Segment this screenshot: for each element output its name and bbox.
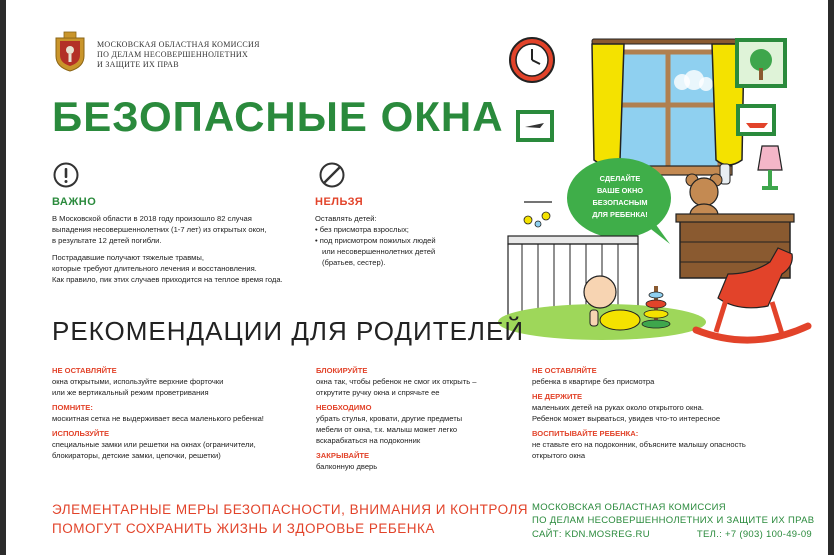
- rec-text: Ребенок может вырваться, увидев что-то интересное: [532, 414, 721, 423]
- forbidden-item: под присмотром пожилых людей: [319, 236, 436, 245]
- recommendations-col-2: [316, 365, 516, 472]
- rec-text: балконную дверь: [316, 462, 378, 471]
- forbidden-item: или несовершеннолетних детей: [322, 247, 436, 256]
- forbidden-header: НЕЛЬЗЯ: [315, 196, 364, 208]
- rec-text: окна так, чтобы ребенок не смог их открыть –: [316, 377, 477, 386]
- page-title: БЕЗОПАСНЫЕ ОКНА: [52, 93, 504, 140]
- airplane-picture-icon: [518, 112, 552, 140]
- boat-picture-icon: [738, 106, 774, 134]
- rec-text: открытого окна: [532, 451, 586, 460]
- rec-label: ВОСПИТЫВАЙТЕ РЕБЕНКА:: [532, 429, 639, 438]
- exclamation-icon: [53, 162, 79, 188]
- forbidden-item: (братьев, сестер).: [322, 258, 386, 267]
- important-text: [52, 213, 302, 285]
- slogan-line-2: ПОМОГУТ СОХРАНИТЬ ЖИЗНЬ И ЗДОРОВЬЕ РЕБЕНКА: [52, 521, 435, 536]
- rec-label: ПОМНИТЕ:: [52, 403, 93, 412]
- bubble-line: ДЛЯ РЕБЕНКА!: [592, 210, 648, 219]
- org-line-3: И ЗАЩИТЕ ИХ ПРАВ: [97, 60, 179, 69]
- recommendations-col-1: [52, 365, 307, 461]
- important-line: Пострадавшие получают тяжелые травмы,: [52, 253, 204, 262]
- footer-org: [532, 501, 814, 527]
- rec-label: НЕОБХОДИМО: [316, 403, 372, 412]
- rec-label: ИСПОЛЬЗУЙТЕ: [52, 429, 110, 438]
- footer-line-1: МОСКОВСКАЯ ОБЛАСТНАЯ КОМИССИЯ: [532, 502, 726, 513]
- recommendations-title: РЕКОМЕНДАЦИИ ДЛЯ РОДИТЕЛЕЙ: [52, 316, 525, 346]
- footer-line-2: ПО ДЕЛАМ НЕСОВЕРШЕННОЛЕТНИХ И ЗАЩИТЕ ИХ ПРАВ: [532, 515, 815, 526]
- clock-icon: [510, 38, 554, 82]
- rec-label: НЕ ОСТАВЛЯЙТЕ: [532, 366, 597, 375]
- bubble-line: БЕЗОПАСНЫМ: [592, 198, 648, 207]
- rec-text: окна открытыми, используйте верхние форточки: [52, 377, 224, 386]
- footer-phone: ТЕЛ.: +7 (903) 100-49-09: [696, 529, 812, 540]
- rec-text: убрать стулья, кровати, другие предметы: [316, 414, 463, 423]
- rec-text: ребенка в квартире без присмотра: [532, 377, 655, 386]
- rec-text: маленьких детей на руках около открытого окна.: [532, 403, 704, 412]
- slogan: [52, 500, 528, 538]
- rec-text: москитная сетка не выдерживает веса маленького ребенка!: [52, 414, 264, 423]
- footer-site-link[interactable]: САЙТ: KDN.MOSREG.RU: [532, 529, 650, 540]
- important-line: выпадения несовершеннолетних (1-7 лет) из открытых окон,: [52, 225, 267, 234]
- rec-text: вскарабкаться на подоконник: [316, 436, 421, 445]
- org-name: [97, 40, 260, 70]
- org-line-2: ПО ДЕЛАМ НЕСОВЕРШЕННОЛЕТНИХ: [97, 50, 249, 59]
- forbidden-item: без присмотра взрослых;: [319, 225, 409, 234]
- window-icon: [616, 52, 720, 168]
- poster: [6, 0, 828, 555]
- rec-text: специальные замки или решетки на окнах (ограничители,: [52, 440, 256, 449]
- rec-text: открутите ручку окна и спрячьте ее: [316, 388, 440, 397]
- important-line: в результате 12 детей погибли.: [52, 236, 162, 245]
- coat-of-arms-icon: [53, 30, 87, 72]
- rec-text: или же вертикальный режим проветривания: [52, 388, 209, 397]
- rec-text: не ставьте его на подоконник, объясните малышу опасность: [532, 440, 746, 449]
- bubble-line: СДЕЛАЙТЕ: [599, 174, 641, 183]
- rec-label: НЕ ДЕРЖИТЕ: [532, 392, 583, 401]
- rec-label: БЛОКИРУЙТЕ: [316, 366, 368, 375]
- important-header: ВАЖНО: [52, 196, 97, 208]
- rec-text: блокираторы, детские замки, цепочки, решетки): [52, 451, 221, 460]
- forbidden-text: Оставлять детей: • без присмотра взрослых; • под присмотром пожилых людей или несовершеннолетних детей (братьев, сестер).: [315, 213, 485, 268]
- rec-label: ЗАКРЫВАЙТЕ: [316, 451, 370, 460]
- tree-picture-icon: [737, 40, 785, 86]
- org-line-1: МОСКОВСКАЯ ОБЛАСТНАЯ КОМИССИЯ: [97, 40, 260, 49]
- rec-text: мебели от окна, т.к. малыш может легко: [316, 425, 458, 434]
- bubble-callout: [575, 173, 665, 221]
- forbidden-icon: [319, 162, 345, 188]
- baby-icon: [584, 276, 640, 330]
- important-line: В Московской области в 2018 году произошло 82 случая: [52, 214, 252, 223]
- important-line: которые требуют длительного лечения и восстановления.: [52, 264, 257, 273]
- important-line: Как правило, пик этих случаев приходится на теплое время года.: [52, 275, 283, 284]
- lamp-icon: [758, 146, 782, 190]
- slogan-line-1: ЭЛЕМЕНТАРНЫЕ МЕРЫ БЕЗОПАСНОСТИ, ВНИМАНИЯ И КОНТРОЛЯ: [52, 502, 529, 517]
- footer-contacts: [532, 529, 812, 540]
- forbidden-intro: Оставлять детей:: [315, 214, 377, 223]
- recommendations-col-3: [532, 365, 792, 461]
- rec-label: НЕ ОСТАВЛЯЙТЕ: [52, 366, 117, 375]
- bubble-line: ВАШЕ ОКНО: [596, 186, 644, 195]
